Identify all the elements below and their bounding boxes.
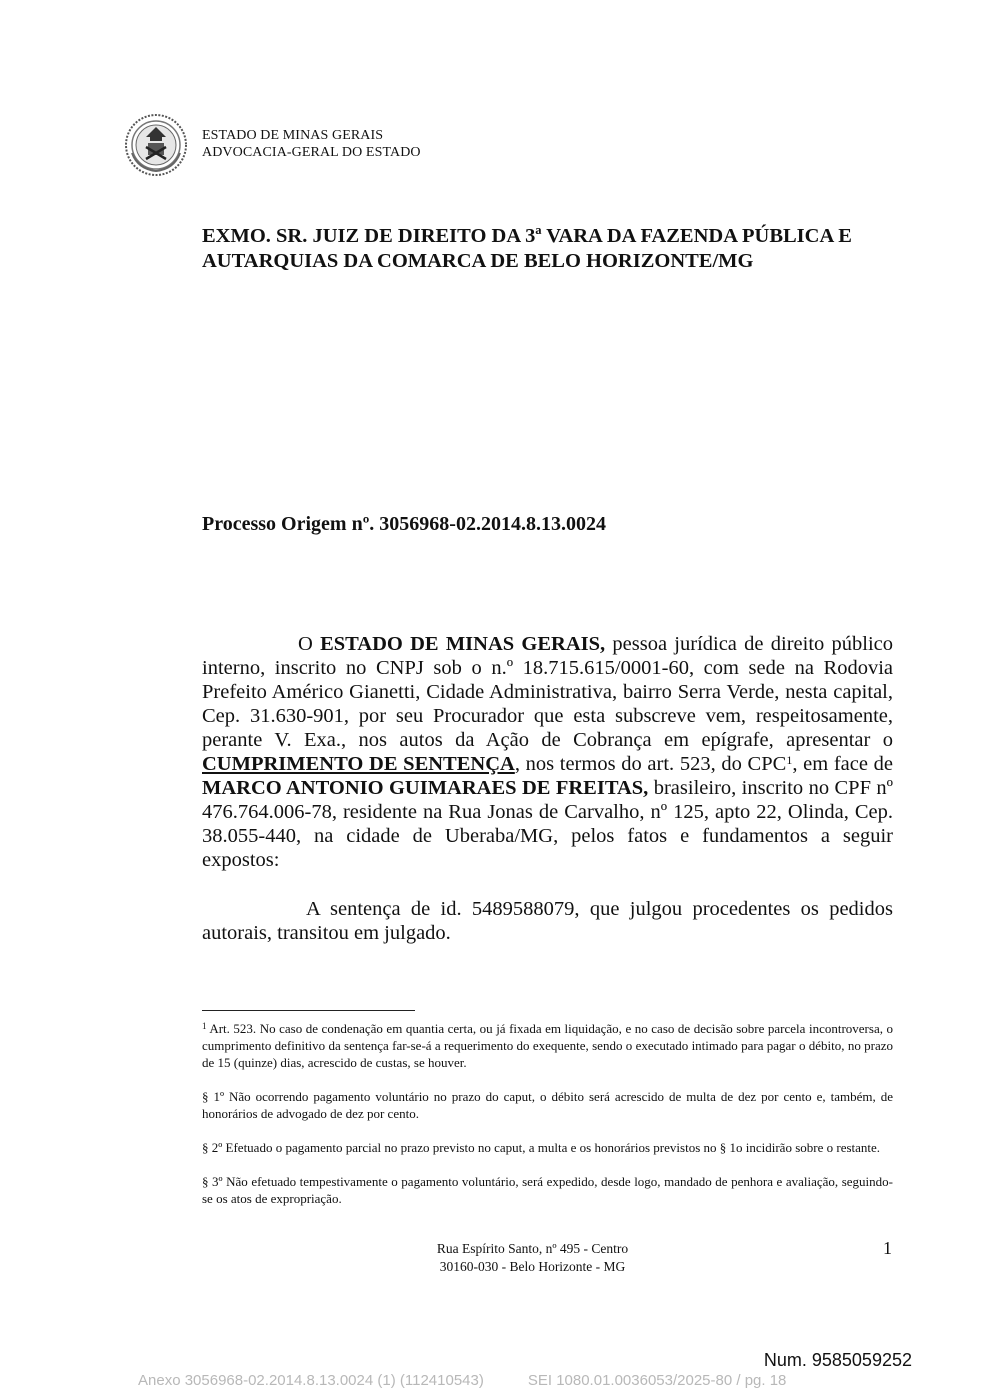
- footnote-mark: 1: [202, 1021, 207, 1031]
- footnote-paragraph-1: § 1º Não ocorrendo pagamento voluntário no prazo do caput, o débito será acrescido de multa de dez por cento e, também, de honorários de advogado de dez por cento.: [202, 1089, 893, 1121]
- judgment-paragraph: [202, 897, 893, 945]
- coat-of-arms-icon: [124, 113, 188, 177]
- footer-address-line-1: Rua Espírito Santo, nº 495 - Centro: [436, 1241, 629, 1256]
- footnote-paragraph-3: § 3º Não efetuado tempestivamente o pagamento voluntário, será expedido, desde logo, mandado de penhora e avaliação, seguindo-se os atos de expropriação.: [202, 1174, 893, 1206]
- plaintiff-details: pessoa jurídica de direito público interno, inscrito no CNPJ sob o n.º 18.715.615/0001-60, com sede na Rodovia Prefeito Américo Gianetti, Cidade Administrativa, bairro Serra Verde, nesta capital, Cep. 31.630-901, por seu Procurador que esta subscreve vem, respeitosamente, perante V. Exa., nos autos da Ação de Cobrança em epígrafe, apresentar o: [202, 633, 893, 751]
- addressee-heading: [202, 224, 902, 274]
- header-state: ESTADO DE MINAS GERAIS: [202, 128, 384, 143]
- opening-paragraph: [202, 632, 893, 872]
- action-title: CUMPRIMENTO DE SENTENÇA: [202, 753, 515, 775]
- page-number: 1: [883, 1238, 892, 1258]
- footnote-divider: [202, 1010, 415, 1011]
- footer-address: [400, 1240, 665, 1276]
- defendant-details: brasileiro, inscrito no CPF nº 476.764.006-78, residente na Rua Jonas de Carvalho, nº 125, apto 22, Olinda, Cep. 38.055-440, na cidade de Uberaba/MG, pelos fatos e fundamentos a seguir expostos:: [202, 777, 893, 871]
- document-number-stamp: Num. 9585059252: [763, 1350, 912, 1370]
- issuing-organization: [202, 127, 421, 161]
- process-number: Processo Origem nº. 3056968-02.2014.8.13.0024: [202, 513, 606, 535]
- footnote-article: [202, 1020, 893, 1071]
- lead-text: O: [298, 633, 321, 655]
- judgment-text: A sentença de id. 5489588079, que julgou procedentes os pedidos autorais, transitou em julgado.: [202, 898, 893, 944]
- footer-address-line-2: 30160-030 - Belo Horizonte - MG: [439, 1259, 626, 1274]
- against-text: , em face de: [792, 753, 893, 775]
- sei-label: SEI 1080.01.0036053/2025-80 / pg. 18: [527, 1372, 787, 1389]
- header-agency: ADVOCACIA-GERAL DO ESTADO: [202, 145, 421, 160]
- annex-label: Anexo 3056968-02.2014.8.13.0024 (1) (112410543): [138, 1372, 484, 1389]
- addressee-line-2: AUTARQUIAS DA COMARCA DE BELO HORIZONTE/MG: [202, 250, 754, 272]
- plaintiff-name: ESTADO DE MINAS GERAIS,: [320, 633, 606, 655]
- footnote-article-text: Art. 523. No caso de condenação em quantia certa, ou já fixada em liquidação, e no caso de decisão sobre parcela incontroversa, o cumprimento definitivo da sentença far-se-á a requerimento do exequente, sendo o executado intimado para pagar o débito, no prazo de 15 (quinze) dias, acrescido de custas, se houver.: [202, 1021, 893, 1070]
- annex-stamp: [138, 1372, 786, 1389]
- footnotes: [202, 1020, 893, 1224]
- addressee-line-1: EXMO. SR. JUIZ DE DIREITO DA 3ª VARA DA FAZENDA PÚBLICA E: [202, 225, 852, 247]
- defendant-name: MARCO ANTONIO GUIMARAES DE FREITAS,: [202, 777, 649, 799]
- footnote-reference[interactable]: 1: [786, 753, 793, 767]
- footnote-paragraph-2: § 2º Efetuado o pagamento parcial no prazo previsto no caput, a multa e os honorários previstos no § 1o incidirão sobre o restante.: [202, 1140, 881, 1155]
- legal-basis: , nos termos do art. 523, do CPC: [514, 753, 787, 775]
